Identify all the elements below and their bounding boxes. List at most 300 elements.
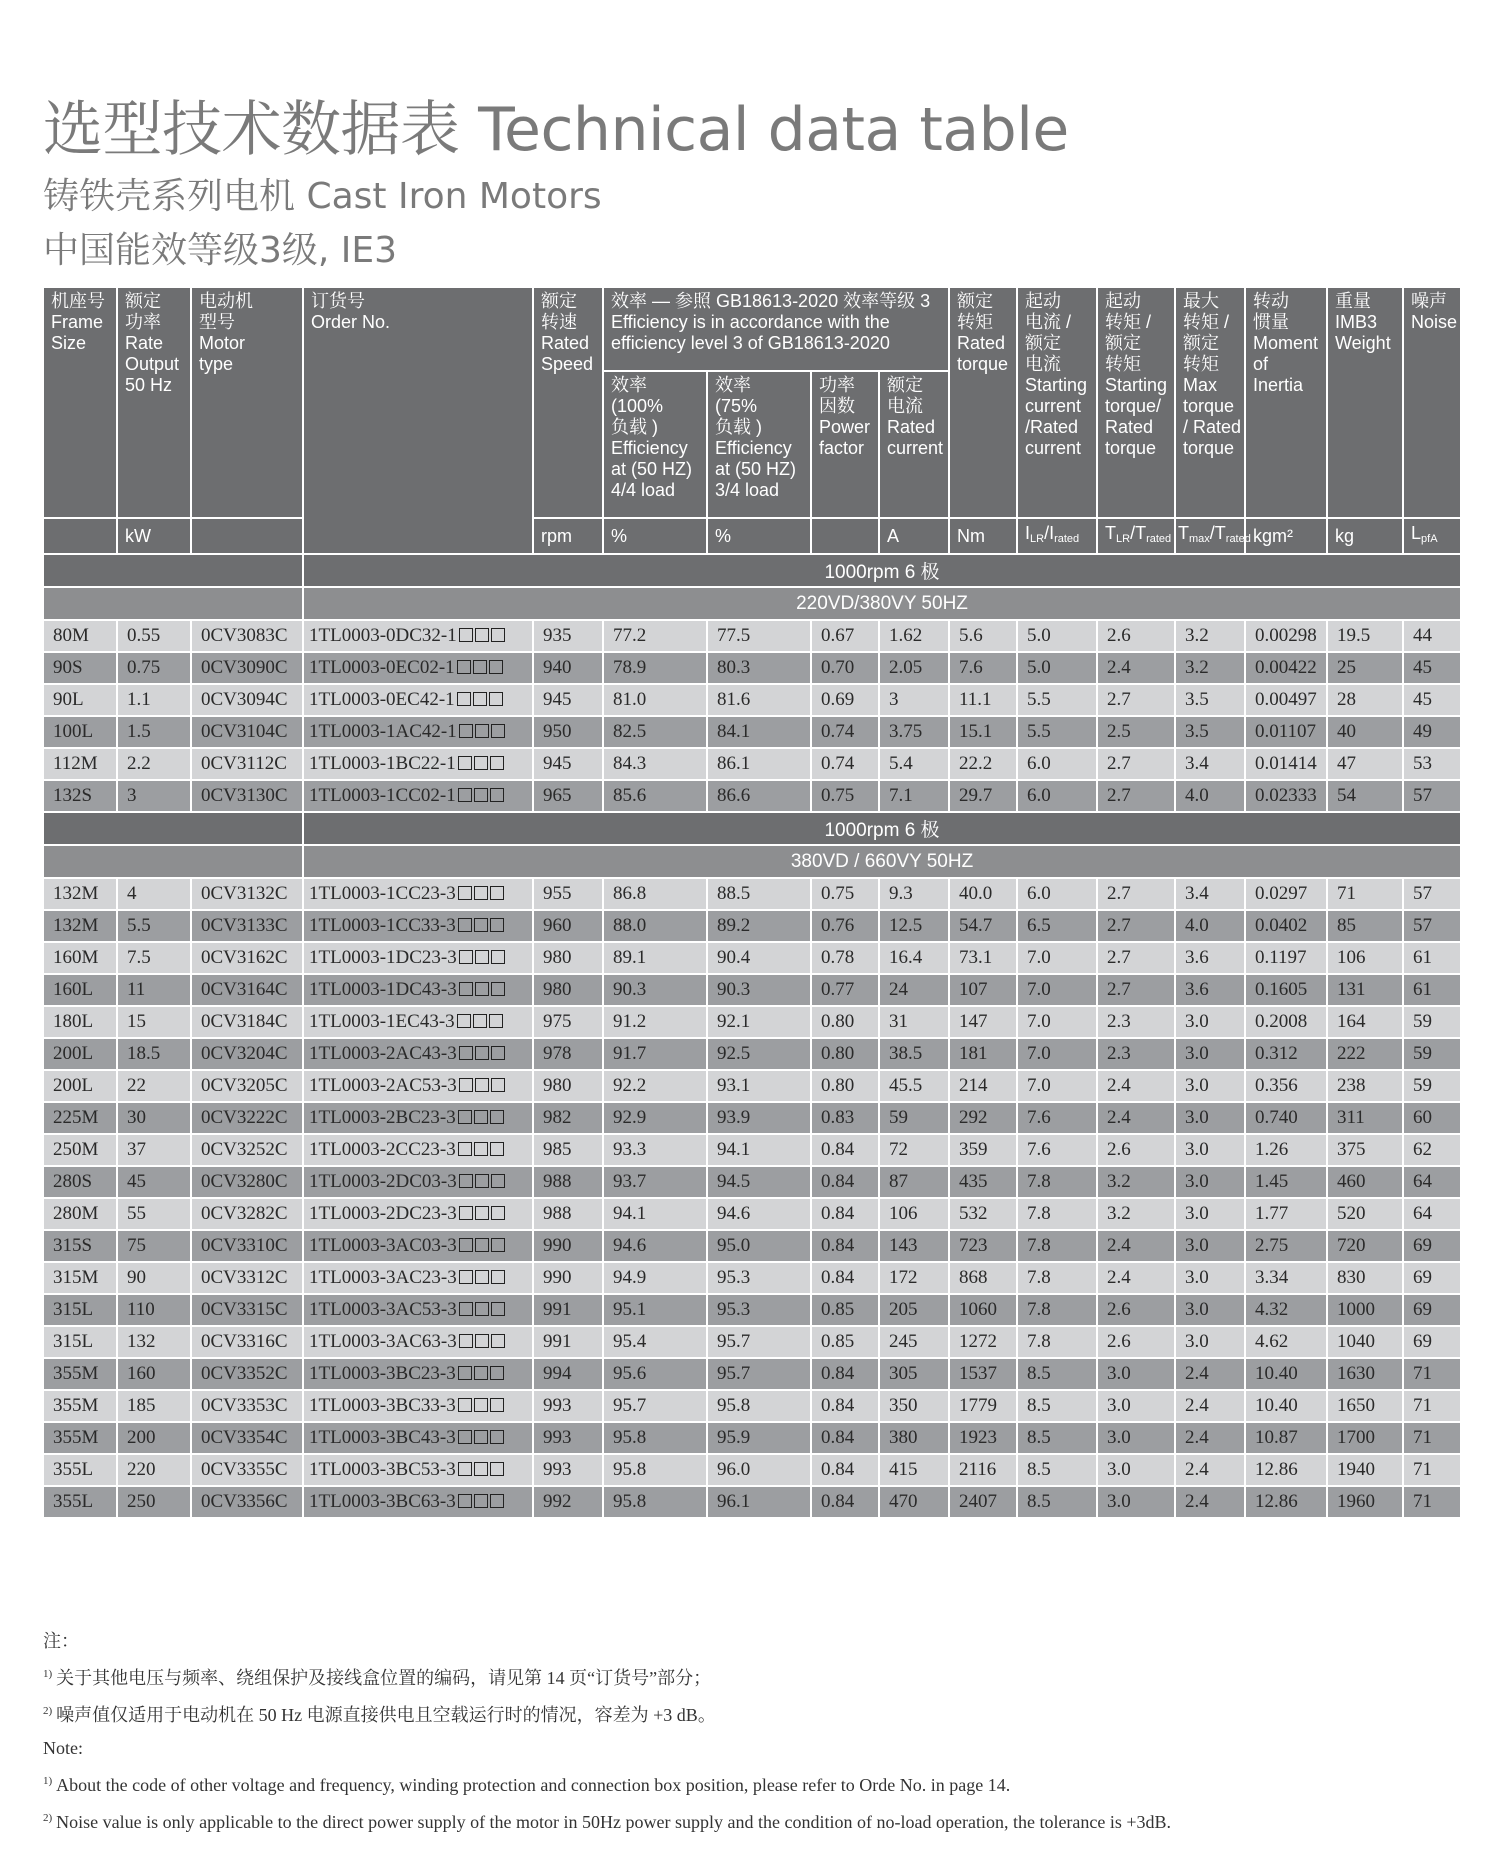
header-line: 功率 bbox=[819, 375, 855, 395]
cell-power-factor: 0.75 bbox=[811, 878, 879, 910]
option-code-box bbox=[473, 1014, 487, 1028]
cell-rated-speed: 991 bbox=[533, 1294, 603, 1326]
unit-weight: kg bbox=[1327, 518, 1403, 554]
cell-inertia: 3.34 bbox=[1245, 1262, 1327, 1294]
cell-inertia: 2.75 bbox=[1245, 1230, 1327, 1262]
cell-rated-torque: 40.0 bbox=[949, 878, 1017, 910]
cell-noise: 69 bbox=[1403, 1230, 1461, 1262]
cell-starting-torque-ratio: 2.7 bbox=[1097, 878, 1175, 910]
cell-inertia: 12.86 bbox=[1245, 1486, 1327, 1518]
cell-motor-type: 0CV3252C bbox=[191, 1134, 303, 1166]
cell-noise: 45 bbox=[1403, 684, 1461, 716]
cell-max-torque-ratio: 3.0 bbox=[1175, 1134, 1245, 1166]
cell-rated-torque: 15.1 bbox=[949, 716, 1017, 748]
option-code-box bbox=[490, 1462, 504, 1476]
header-line: 额定 bbox=[1105, 333, 1141, 353]
cell-rated-current: 45.5 bbox=[879, 1070, 949, 1102]
cell-order-no: 1TL0003-2CC23-3 bbox=[303, 1134, 533, 1166]
table-row bbox=[43, 1262, 1461, 1294]
cell-rated-torque: 7.6 bbox=[949, 652, 1017, 684]
header-rated-speed bbox=[533, 287, 603, 518]
cell-weight: 131 bbox=[1327, 974, 1403, 1006]
cell-motor-type: 0CV3164C bbox=[191, 974, 303, 1006]
cell-inertia: 0.02333 bbox=[1245, 780, 1327, 812]
cell-max-torque-ratio: 3.0 bbox=[1175, 1262, 1245, 1294]
header-line: Rated bbox=[887, 417, 936, 437]
cell-weight: 720 bbox=[1327, 1230, 1403, 1262]
cell-frame-size: 160L bbox=[43, 974, 117, 1006]
cell-motor-type: 0CV3130C bbox=[191, 780, 303, 812]
cell-starting-torque-ratio: 2.4 bbox=[1097, 1070, 1175, 1102]
option-code-box bbox=[475, 1078, 489, 1092]
cell-order-no: 1TL0003-2DC03-3 bbox=[303, 1166, 533, 1198]
option-code-box bbox=[458, 756, 472, 770]
header-line: 重量 bbox=[1335, 291, 1371, 311]
cell-weight: 1040 bbox=[1327, 1326, 1403, 1358]
cell-inertia: 10.87 bbox=[1245, 1422, 1327, 1454]
cell-noise: 61 bbox=[1403, 942, 1461, 974]
unit-current: A bbox=[879, 518, 949, 554]
header-line: Efficiency bbox=[611, 438, 688, 458]
cell-efficiency-75: 80.3 bbox=[707, 652, 811, 684]
header-line: Size bbox=[51, 333, 87, 353]
header-line: 转矩 bbox=[1183, 354, 1219, 374]
option-code-box bbox=[474, 756, 488, 770]
unit-pf bbox=[811, 518, 879, 554]
cell-efficiency-75: 81.6 bbox=[707, 684, 811, 716]
option-code-box bbox=[474, 918, 488, 932]
cell-efficiency-75: 94.6 bbox=[707, 1198, 811, 1230]
cell-rated-current: 59 bbox=[879, 1102, 949, 1134]
cell-rated-speed: 975 bbox=[533, 1006, 603, 1038]
cell-rated-torque: 1537 bbox=[949, 1358, 1017, 1390]
cell-order-no: 1TL0003-1AC42-1 bbox=[303, 716, 533, 748]
cell-rated-output: 3 bbox=[117, 780, 191, 812]
option-code-box bbox=[474, 1398, 488, 1412]
cell-power-factor: 0.84 bbox=[811, 1454, 879, 1486]
cell-starting-torque-ratio: 3.2 bbox=[1097, 1166, 1175, 1198]
option-code-box bbox=[490, 756, 504, 770]
option-code-box bbox=[474, 1366, 488, 1380]
section-speed-label: 1000rpm 6 极 bbox=[303, 812, 1461, 845]
cell-efficiency-75: 90.3 bbox=[707, 974, 811, 1006]
header-line: Noise bbox=[1411, 312, 1458, 332]
cell-starting-torque-ratio: 2.7 bbox=[1097, 974, 1175, 1006]
cell-noise: 71 bbox=[1403, 1390, 1461, 1422]
cell-max-torque-ratio: 3.0 bbox=[1175, 1166, 1245, 1198]
unit-frame bbox=[43, 518, 117, 554]
cell-efficiency-75: 95.0 bbox=[707, 1230, 811, 1262]
option-code-box bbox=[489, 1014, 503, 1028]
unit-max-torque: $T_{max}/T_{rated}$ bbox=[1175, 518, 1245, 554]
cell-weight: 25 bbox=[1327, 652, 1403, 684]
cell-starting-torque-ratio: 2.4 bbox=[1097, 1230, 1175, 1262]
table-row bbox=[43, 1294, 1461, 1326]
notes-en-label: Note: bbox=[43, 1738, 83, 1758]
cell-order-no: 1TL0003-3BC33-3 bbox=[303, 1390, 533, 1422]
header-line: 4/4 load bbox=[611, 480, 676, 500]
cell-efficiency-75: 95.7 bbox=[707, 1358, 811, 1390]
cell-starting-current-ratio: 8.5 bbox=[1017, 1358, 1097, 1390]
cell-weight: 106 bbox=[1327, 942, 1403, 974]
cell-order-no: 1TL0003-0DC32-1 bbox=[303, 620, 533, 652]
table-row bbox=[43, 652, 1461, 684]
unit-eff100: % bbox=[603, 518, 707, 554]
cell-frame-size: 112M bbox=[43, 748, 117, 780]
cell-inertia: 0.01414 bbox=[1245, 748, 1327, 780]
option-code-box bbox=[491, 1206, 505, 1220]
cell-efficiency-100: 95.6 bbox=[603, 1358, 707, 1390]
option-code-box bbox=[491, 1078, 505, 1092]
header-line: Efficiency is in accordance with the bbox=[611, 312, 890, 332]
cell-max-torque-ratio: 3.0 bbox=[1175, 1230, 1245, 1262]
cell-starting-torque-ratio: 2.7 bbox=[1097, 910, 1175, 942]
section-blank bbox=[43, 587, 303, 620]
cell-motor-type: 0CV3133C bbox=[191, 910, 303, 942]
header-efficiency-100 bbox=[603, 371, 707, 518]
cell-rated-current: 205 bbox=[879, 1294, 949, 1326]
cell-rated-output: 110 bbox=[117, 1294, 191, 1326]
cell-rated-current: 72 bbox=[879, 1134, 949, 1166]
cell-efficiency-75: 95.3 bbox=[707, 1294, 811, 1326]
cell-power-factor: 0.80 bbox=[811, 1006, 879, 1038]
cell-rated-output: 90 bbox=[117, 1262, 191, 1294]
cell-weight: 311 bbox=[1327, 1102, 1403, 1134]
cell-starting-torque-ratio: 2.5 bbox=[1097, 716, 1175, 748]
cell-rated-current: 9.3 bbox=[879, 878, 949, 910]
table-row bbox=[43, 1358, 1461, 1390]
header-line: 起动 bbox=[1025, 291, 1061, 311]
cell-power-factor: 0.74 bbox=[811, 748, 879, 780]
header-line: / Rated bbox=[1183, 417, 1242, 437]
cell-noise: 61 bbox=[1403, 974, 1461, 1006]
header-line: 惯量 bbox=[1253, 312, 1289, 332]
cell-inertia: 0.00497 bbox=[1245, 684, 1327, 716]
cell-rated-speed: 978 bbox=[533, 1038, 603, 1070]
cell-rated-torque: 435 bbox=[949, 1166, 1017, 1198]
cell-rated-torque: 214 bbox=[949, 1070, 1017, 1102]
header-line: current bbox=[887, 438, 944, 458]
cell-noise: 57 bbox=[1403, 780, 1461, 812]
cell-efficiency-100: 77.2 bbox=[603, 620, 707, 652]
option-code-box bbox=[457, 692, 471, 706]
cell-rated-output: 18.5 bbox=[117, 1038, 191, 1070]
cell-noise: 57 bbox=[1403, 878, 1461, 910]
header-line: Starting bbox=[1025, 375, 1088, 395]
cell-rated-torque: 1779 bbox=[949, 1390, 1017, 1422]
cell-frame-size: 355M bbox=[43, 1422, 117, 1454]
cell-rated-output: 37 bbox=[117, 1134, 191, 1166]
header-line: (100% bbox=[611, 396, 664, 416]
cell-power-factor: 0.84 bbox=[811, 1230, 879, 1262]
header-line: torque bbox=[1183, 396, 1235, 416]
cell-efficiency-75: 95.3 bbox=[707, 1262, 811, 1294]
header-line: type bbox=[199, 354, 234, 374]
header-line: 功率 bbox=[125, 312, 161, 332]
cell-order-no: 1TL0003-1BC22-1 bbox=[303, 748, 533, 780]
section-voltage-row bbox=[43, 845, 1461, 878]
cell-starting-current-ratio: 6.0 bbox=[1017, 780, 1097, 812]
cell-inertia: 0.00422 bbox=[1245, 652, 1327, 684]
cell-power-factor: 0.75 bbox=[811, 780, 879, 812]
page-subtitle: 铸铁壳系列电机 Cast Iron Motors bbox=[43, 176, 602, 217]
table-row bbox=[43, 1102, 1461, 1134]
unit-power: kW bbox=[117, 518, 191, 554]
section-speed-row bbox=[43, 812, 1461, 845]
cell-rated-current: 1.62 bbox=[879, 620, 949, 652]
cell-weight: 40 bbox=[1327, 716, 1403, 748]
header-line: 电流 bbox=[887, 396, 923, 416]
cell-motor-type: 0CV3280C bbox=[191, 1166, 303, 1198]
technical-data-table bbox=[42, 286, 1462, 1519]
cell-rated-output: 160 bbox=[117, 1358, 191, 1390]
cell-max-torque-ratio: 3.2 bbox=[1175, 652, 1245, 684]
section-blank bbox=[43, 812, 303, 845]
cell-frame-size: 80M bbox=[43, 620, 117, 652]
header-line: 效率 — 参照 GB18613-2020 效率等级 3 bbox=[611, 291, 931, 311]
table-row bbox=[43, 780, 1461, 812]
header-line: at (50 HZ) bbox=[611, 459, 693, 479]
header-line: 转动 bbox=[1253, 291, 1289, 311]
cell-power-factor: 0.85 bbox=[811, 1294, 879, 1326]
cell-order-no: 1TL0003-3AC03-3 bbox=[303, 1230, 533, 1262]
cell-order-no: 1TL0003-0EC42-1 bbox=[303, 684, 533, 716]
table-row bbox=[43, 1486, 1461, 1518]
cell-starting-torque-ratio: 2.6 bbox=[1097, 1294, 1175, 1326]
option-code-box bbox=[491, 1046, 505, 1060]
cell-rated-speed: 993 bbox=[533, 1454, 603, 1486]
cell-frame-size: 315S bbox=[43, 1230, 117, 1262]
cell-inertia: 0.740 bbox=[1245, 1102, 1327, 1134]
cell-rated-current: 380 bbox=[879, 1422, 949, 1454]
unit-inertia: kgm² bbox=[1245, 518, 1327, 554]
cell-rated-torque: 147 bbox=[949, 1006, 1017, 1038]
cell-order-no: 1TL0003-1CC23-3 bbox=[303, 878, 533, 910]
cell-starting-torque-ratio: 2.7 bbox=[1097, 684, 1175, 716]
cell-max-torque-ratio: 3.0 bbox=[1175, 1198, 1245, 1230]
header-line: Rated bbox=[957, 333, 1006, 353]
page-title: 选型技术数据表 Technical data table bbox=[43, 95, 1069, 165]
cell-noise: 49 bbox=[1403, 716, 1461, 748]
cell-starting-torque-ratio: 2.7 bbox=[1097, 780, 1175, 812]
header-line: Efficiency bbox=[715, 438, 792, 458]
header-line: 负载 ) bbox=[611, 417, 658, 437]
header-line: current bbox=[1025, 438, 1082, 458]
cell-rated-speed: 980 bbox=[533, 1070, 603, 1102]
cell-rated-torque: 1060 bbox=[949, 1294, 1017, 1326]
cell-inertia: 0.312 bbox=[1245, 1038, 1327, 1070]
option-code-box bbox=[489, 692, 503, 706]
cell-rated-output: 1.5 bbox=[117, 716, 191, 748]
option-code-box bbox=[458, 1366, 472, 1380]
cell-order-no: 1TL0003-3AC53-3 bbox=[303, 1294, 533, 1326]
cell-starting-torque-ratio: 2.4 bbox=[1097, 652, 1175, 684]
header-order-no bbox=[303, 287, 533, 554]
cell-weight: 830 bbox=[1327, 1262, 1403, 1294]
cell-rated-output: 132 bbox=[117, 1326, 191, 1358]
cell-weight: 1940 bbox=[1327, 1454, 1403, 1486]
option-code-box bbox=[458, 1462, 472, 1476]
cell-starting-torque-ratio: 2.3 bbox=[1097, 1006, 1175, 1038]
cell-rated-torque: 22.2 bbox=[949, 748, 1017, 780]
note-en-1: $^{1)}$ About the code of other voltage and frequency, winding protection and connection box position, please refer to Orde No. in page 14. bbox=[43, 1775, 1011, 1795]
cell-starting-current-ratio: 7.8 bbox=[1017, 1166, 1097, 1198]
cell-starting-current-ratio: 6.0 bbox=[1017, 748, 1097, 780]
cell-rated-torque: 292 bbox=[949, 1102, 1017, 1134]
cell-frame-size: 100L bbox=[43, 716, 117, 748]
cell-rated-current: 470 bbox=[879, 1486, 949, 1518]
cell-max-torque-ratio: 3.0 bbox=[1175, 1102, 1245, 1134]
cell-rated-output: 75 bbox=[117, 1230, 191, 1262]
cell-order-no: 1TL0003-3BC63-3 bbox=[303, 1486, 533, 1518]
cell-frame-size: 132S bbox=[43, 780, 117, 812]
option-code-box bbox=[491, 628, 505, 642]
table-row bbox=[43, 1006, 1461, 1038]
table-row bbox=[43, 1230, 1461, 1262]
cell-inertia: 0.1197 bbox=[1245, 942, 1327, 974]
cell-order-no: 1TL0003-2AC53-3 bbox=[303, 1070, 533, 1102]
cell-rated-torque: 181 bbox=[949, 1038, 1017, 1070]
cell-noise: 69 bbox=[1403, 1326, 1461, 1358]
header-line: (75% bbox=[715, 396, 758, 416]
cell-order-no: 1TL0003-1CC02-1 bbox=[303, 780, 533, 812]
cell-motor-type: 0CV3205C bbox=[191, 1070, 303, 1102]
cell-rated-torque: 73.1 bbox=[949, 942, 1017, 974]
header-line: 因数 bbox=[819, 396, 855, 416]
cell-max-torque-ratio: 3.4 bbox=[1175, 748, 1245, 780]
cell-motor-type: 0CV3310C bbox=[191, 1230, 303, 1262]
option-code-box bbox=[490, 1366, 504, 1380]
cell-starting-current-ratio: 7.0 bbox=[1017, 974, 1097, 1006]
cell-rated-speed: 945 bbox=[533, 748, 603, 780]
option-code-box bbox=[458, 918, 472, 932]
cell-rated-output: 0.55 bbox=[117, 620, 191, 652]
option-code-box bbox=[474, 788, 488, 802]
cell-starting-torque-ratio: 3.0 bbox=[1097, 1358, 1175, 1390]
cell-order-no: 1TL0003-3BC43-3 bbox=[303, 1422, 533, 1454]
option-code-box bbox=[457, 1014, 471, 1028]
cell-starting-torque-ratio: 2.6 bbox=[1097, 1326, 1175, 1358]
cell-power-factor: 0.76 bbox=[811, 910, 879, 942]
cell-max-torque-ratio: 3.2 bbox=[1175, 620, 1245, 652]
cell-order-no: 1TL0003-2BC23-3 bbox=[303, 1102, 533, 1134]
cell-rated-torque: 107 bbox=[949, 974, 1017, 1006]
cell-order-no: 1TL0003-3BC23-3 bbox=[303, 1358, 533, 1390]
header-line: at (50 HZ) bbox=[715, 459, 797, 479]
cell-efficiency-100: 95.1 bbox=[603, 1294, 707, 1326]
cell-starting-torque-ratio: 3.0 bbox=[1097, 1486, 1175, 1518]
table-row bbox=[43, 942, 1461, 974]
cell-motor-type: 0CV3104C bbox=[191, 716, 303, 748]
cell-rated-speed: 990 bbox=[533, 1262, 603, 1294]
table-row bbox=[43, 1038, 1461, 1070]
cell-rated-output: 5.5 bbox=[117, 910, 191, 942]
cell-starting-torque-ratio: 3.2 bbox=[1097, 1198, 1175, 1230]
header-line: factor bbox=[819, 438, 865, 458]
cell-frame-size: 280S bbox=[43, 1166, 117, 1198]
section-voltage-row bbox=[43, 587, 1461, 620]
cell-power-factor: 0.84 bbox=[811, 1358, 879, 1390]
cell-rated-output: 22 bbox=[117, 1070, 191, 1102]
header-line: current bbox=[1025, 396, 1082, 416]
header-rated-torque bbox=[949, 287, 1017, 518]
cell-rated-speed: 990 bbox=[533, 1230, 603, 1262]
cell-noise: 69 bbox=[1403, 1262, 1461, 1294]
option-code-box bbox=[491, 1334, 505, 1348]
cell-rated-speed: 955 bbox=[533, 878, 603, 910]
header-line: Rate bbox=[125, 333, 164, 353]
option-code-box bbox=[491, 1270, 505, 1284]
cell-rated-torque: 2407 bbox=[949, 1486, 1017, 1518]
cell-starting-torque-ratio: 2.4 bbox=[1097, 1102, 1175, 1134]
cell-rated-output: 250 bbox=[117, 1486, 191, 1518]
header-line: 额定 bbox=[1183, 333, 1219, 353]
cell-starting-current-ratio: 8.5 bbox=[1017, 1486, 1097, 1518]
section-voltage-label: 220VD/380VY 50HZ bbox=[303, 587, 1461, 620]
header-line: 额定 bbox=[125, 291, 161, 311]
cell-efficiency-75: 84.1 bbox=[707, 716, 811, 748]
cell-motor-type: 0CV3112C bbox=[191, 748, 303, 780]
cell-motor-type: 0CV3312C bbox=[191, 1262, 303, 1294]
cell-order-no: 1TL0003-0EC02-1 bbox=[303, 652, 533, 684]
cell-max-torque-ratio: 3.6 bbox=[1175, 942, 1245, 974]
cell-efficiency-75: 93.1 bbox=[707, 1070, 811, 1102]
option-code-box bbox=[459, 1238, 473, 1252]
cell-max-torque-ratio: 2.4 bbox=[1175, 1390, 1245, 1422]
cell-max-torque-ratio: 3.0 bbox=[1175, 1294, 1245, 1326]
cell-power-factor: 0.80 bbox=[811, 1038, 879, 1070]
header-line: Starting bbox=[1105, 375, 1168, 395]
cell-power-factor: 0.83 bbox=[811, 1102, 879, 1134]
cell-efficiency-100: 95.4 bbox=[603, 1326, 707, 1358]
cell-efficiency-100: 91.7 bbox=[603, 1038, 707, 1070]
cell-rated-current: 5.4 bbox=[879, 748, 949, 780]
cell-efficiency-100: 94.9 bbox=[603, 1262, 707, 1294]
cell-rated-current: 143 bbox=[879, 1230, 949, 1262]
cell-efficiency-100: 95.7 bbox=[603, 1390, 707, 1422]
option-code-box bbox=[491, 950, 505, 964]
option-code-box bbox=[459, 1174, 473, 1188]
cell-frame-size: 315M bbox=[43, 1262, 117, 1294]
cell-max-torque-ratio: 3.5 bbox=[1175, 684, 1245, 716]
table-row bbox=[43, 910, 1461, 942]
cell-power-factor: 0.70 bbox=[811, 652, 879, 684]
option-code-box bbox=[458, 886, 472, 900]
cell-efficiency-75: 95.8 bbox=[707, 1390, 811, 1422]
cell-weight: 71 bbox=[1327, 878, 1403, 910]
cell-max-torque-ratio: 3.4 bbox=[1175, 878, 1245, 910]
cell-power-factor: 0.80 bbox=[811, 1070, 879, 1102]
cell-motor-type: 0CV3132C bbox=[191, 878, 303, 910]
option-code-box bbox=[459, 724, 473, 738]
cell-max-torque-ratio: 3.0 bbox=[1175, 1326, 1245, 1358]
cell-inertia: 0.1605 bbox=[1245, 974, 1327, 1006]
cell-rated-current: 3 bbox=[879, 684, 949, 716]
cell-weight: 1000 bbox=[1327, 1294, 1403, 1326]
cell-starting-torque-ratio: 3.0 bbox=[1097, 1422, 1175, 1454]
cell-efficiency-75: 92.1 bbox=[707, 1006, 811, 1038]
header-power-factor bbox=[811, 371, 879, 518]
cell-rated-torque: 359 bbox=[949, 1134, 1017, 1166]
cell-rated-output: 55 bbox=[117, 1198, 191, 1230]
cell-rated-speed: 960 bbox=[533, 910, 603, 942]
table-row bbox=[43, 1326, 1461, 1358]
cell-rated-torque: 723 bbox=[949, 1230, 1017, 1262]
cell-weight: 28 bbox=[1327, 684, 1403, 716]
cell-rated-speed: 991 bbox=[533, 1326, 603, 1358]
cell-efficiency-75: 77.5 bbox=[707, 620, 811, 652]
section-blank bbox=[43, 845, 303, 878]
